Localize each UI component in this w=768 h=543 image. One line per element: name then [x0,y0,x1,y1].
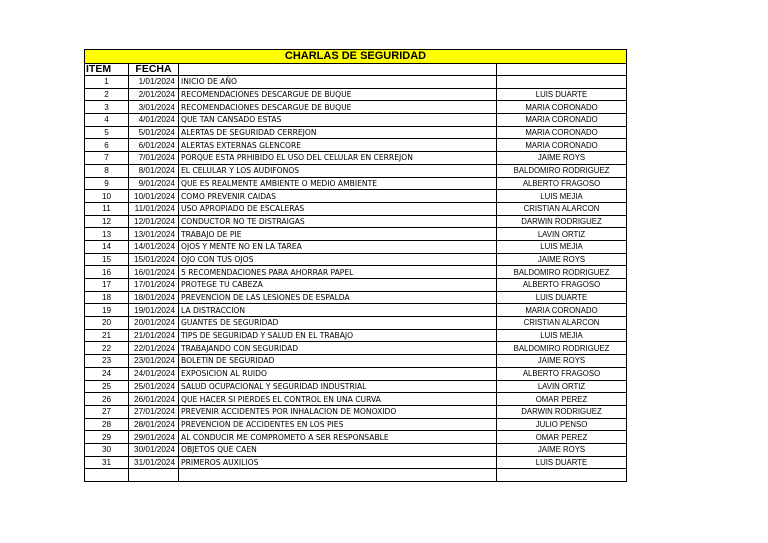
cell-fecha[interactable]: 23/01/2024 [129,355,179,368]
cell-responsable[interactable]: LUIS DUARTE [497,456,627,469]
cell-tema[interactable]: TRABAJO DE PIE [179,228,497,241]
cell-item[interactable]: 23 [85,355,129,368]
cell-item[interactable]: 15 [85,253,129,266]
cell-fecha[interactable]: 27/01/2024 [129,405,179,418]
cell-responsable[interactable]: OMAR PEREZ [497,393,627,406]
cell-fecha[interactable] [129,469,179,482]
safety-talks-table [84,49,627,482]
cell-item[interactable]: 21 [85,329,129,342]
cell-fecha[interactable]: 17/01/2024 [129,279,179,292]
cell-item[interactable]: 6 [85,139,129,152]
cell-item[interactable]: 24 [85,367,129,380]
cell-item[interactable]: 29 [85,431,129,444]
table-row [85,177,627,190]
table-row [85,405,627,418]
cell-responsable[interactable]: MARIA CORONADO [497,126,627,139]
cell-fecha[interactable]: 4/01/2024 [129,114,179,127]
table-row [85,76,627,89]
cell-tema[interactable]: EL CELULAR Y LOS AUDIFONOS [179,164,497,177]
cell-tema[interactable]: PORQUE ESTA PRHIBIDO EL USO DEL CELULAR EN CERREJON [179,152,497,165]
header-item[interactable]: ITEM [85,64,129,76]
cell-tema[interactable]: AL CONDUCIR ME COMPROMETO A SER RESPONSABLE [179,431,497,444]
cell-tema[interactable]: INICIO DE AÑO [179,76,497,89]
table-row [85,253,627,266]
cell-item[interactable]: 25 [85,380,129,393]
cell-responsable[interactable]: LUIS DUARTE [497,291,627,304]
cell-fecha[interactable]: 7/01/2024 [129,152,179,165]
cell-item[interactable]: 17 [85,279,129,292]
cell-fecha[interactable]: 11/01/2024 [129,202,179,215]
cell-tema[interactable]: COMO PREVENIR CAIDAS [179,190,497,203]
cell-item[interactable]: 28 [85,418,129,431]
table-row [85,101,627,114]
cell-item[interactable]: 1 [85,76,129,89]
cell-item[interactable]: 3 [85,101,129,114]
cell-item[interactable]: 7 [85,152,129,165]
table-row [85,291,627,304]
cell-responsable[interactable]: BALDOMIRO RODRIGUEZ [497,164,627,177]
table-row [85,431,627,444]
cell-tema[interactable]: ALERTAS DE SEGURIDAD CERREJON [179,126,497,139]
table-row [85,393,627,406]
cell-fecha[interactable]: 29/01/2024 [129,431,179,444]
cell-fecha[interactable]: 15/01/2024 [129,253,179,266]
cell-tema[interactable]: CONDUCTOR NO TE DISTRAIGAS [179,215,497,228]
cell-tema[interactable]: 5 RECOMENDACIONES PARA AHORRAR PAPEL [179,266,497,279]
cell-responsable[interactable]: CRISTIAN ALARCON [497,202,627,215]
cell-responsable[interactable]: LAVIN ORTIZ [497,228,627,241]
table-row [85,304,627,317]
cell-item[interactable]: 14 [85,240,129,253]
cell-fecha[interactable]: 1/01/2024 [129,76,179,89]
cell-fecha[interactable]: 2/01/2024 [129,88,179,101]
cell-fecha[interactable]: 19/01/2024 [129,304,179,317]
cell-tema[interactable]: QUE TAN CANSADO ESTAS [179,114,497,127]
table-row [85,215,627,228]
table-row [85,139,627,152]
cell-fecha[interactable]: 6/01/2024 [129,139,179,152]
table-row [85,88,627,101]
cell-responsable[interactable] [497,469,627,482]
cell-fecha[interactable]: 5/01/2024 [129,126,179,139]
cell-item[interactable]: 16 [85,266,129,279]
cell-tema[interactable]: OJOS Y MENTE NO EN LA TAREA [179,240,497,253]
cell-responsable[interactable]: MARIA CORONADO [497,101,627,114]
table-row [85,317,627,330]
table-row [85,279,627,292]
cell-tema[interactable]: PROTEGE TU CABEZA [179,279,497,292]
cell-item[interactable]: 22 [85,342,129,355]
cell-tema[interactable]: BOLETIN DE SEGURIDAD [179,355,497,368]
cell-tema[interactable]: RECOMENDACIONES DESCARGUE DE BUQUE [179,101,497,114]
cell-fecha[interactable]: 30/01/2024 [129,443,179,456]
cell-tema[interactable]: OBJETOS QUE CAEN [179,443,497,456]
cell-tema[interactable]: LA DISTRACCION [179,304,497,317]
cell-tema[interactable]: GUANTES DE SEGURIDAD [179,317,497,330]
cell-tema[interactable]: TIPS DE SEGURIDAD Y SALUD EN EL TRABAJO [179,329,497,342]
cell-fecha[interactable]: 14/01/2024 [129,240,179,253]
cell-tema[interactable]: TRABAJANDO CON SEGURIDAD [179,342,497,355]
cell-fecha[interactable]: 3/01/2024 [129,101,179,114]
cell-responsable[interactable]: ALBERTO FRAGOSO [497,279,627,292]
cell-responsable[interactable]: LUIS MEJIA [497,329,627,342]
cell-fecha[interactable]: 20/01/2024 [129,317,179,330]
header-fecha[interactable]: FECHA [129,64,179,76]
table-row [85,126,627,139]
cell-tema[interactable]: ALERTAS EXTERNAS GLENCORE [179,139,497,152]
table-row [85,202,627,215]
cell-item[interactable]: 10 [85,190,129,203]
header-row [85,64,627,76]
cell-fecha[interactable]: 21/01/2024 [129,329,179,342]
cell-responsable[interactable]: JAIME ROYS [497,355,627,368]
cell-tema[interactable]: RECOMENDACIONES DESCARGUE DE BUQUE [179,88,497,101]
cell-item[interactable]: 5 [85,126,129,139]
table-row [85,190,627,203]
cell-fecha[interactable]: 10/01/2024 [129,190,179,203]
cell-responsable[interactable]: LAVIN ORTIZ [497,380,627,393]
cell-item[interactable]: 13 [85,228,129,241]
cell-responsable[interactable]: MARIA CORONADO [497,114,627,127]
cell-item[interactable]: 2 [85,88,129,101]
cell-item[interactable]: 8 [85,164,129,177]
cell-fecha[interactable]: 18/01/2024 [129,291,179,304]
cell-item[interactable]: 26 [85,393,129,406]
cell-responsable[interactable]: ALBERTO FRAGOSO [497,177,627,190]
table-row [85,329,627,342]
cell-responsable[interactable]: DARWIN RODRIGUEZ [497,405,627,418]
cell-responsable[interactable]: OMAR PEREZ [497,431,627,444]
cell-responsable[interactable]: MARIA CORONADO [497,304,627,317]
cell-item[interactable]: 30 [85,443,129,456]
cell-fecha[interactable]: 25/01/2024 [129,380,179,393]
cell-tema[interactable]: PREVENCION DE LAS LESIONES DE ESPALDA [179,291,497,304]
table-title[interactable]: CHARLAS DE SEGURIDAD [85,50,627,64]
table-row [85,469,627,482]
cell-tema[interactable]: USO APROPIADO DE ESCALERAS [179,202,497,215]
cell-item[interactable] [85,469,129,482]
cell-tema[interactable]: PREVENIR ACCIDENTES POR INHALACION DE MONOXIDO [179,405,497,418]
cell-responsable[interactable]: CRISTIAN ALARCON [497,317,627,330]
cell-responsable[interactable]: LUIS MEJIA [497,240,627,253]
table-row [85,380,627,393]
table-row [85,418,627,431]
cell-responsable[interactable]: LUIS DUARTE [497,88,627,101]
cell-fecha[interactable]: 8/01/2024 [129,164,179,177]
table-row [85,355,627,368]
table-row [85,164,627,177]
table-row [85,228,627,241]
cell-fecha[interactable]: 13/01/2024 [129,228,179,241]
cell-item[interactable]: 18 [85,291,129,304]
cell-responsable[interactable]: LUIS MEJIA [497,190,627,203]
cell-fecha[interactable]: 9/01/2024 [129,177,179,190]
cell-responsable[interactable]: BALDOMIRO RODRIGUEZ [497,342,627,355]
cell-item[interactable]: 20 [85,317,129,330]
table-row [85,240,627,253]
header-responsable[interactable] [497,64,627,76]
table-row [85,367,627,380]
cell-fecha[interactable]: 12/01/2024 [129,215,179,228]
cell-item[interactable]: 27 [85,405,129,418]
cell-tema[interactable]: OJO CON TUS OJOS [179,253,497,266]
header-tema[interactable] [179,64,497,76]
cell-responsable[interactable]: JULIO PENSO [497,418,627,431]
cell-tema[interactable]: QUE HACER SI PIERDES EL CONTROL EN UNA CURVA [179,393,497,406]
cell-responsable[interactable]: JAIME ROYS [497,152,627,165]
cell-fecha[interactable]: 16/01/2024 [129,266,179,279]
cell-responsable[interactable]: BALDOMIRO RODRIGUEZ [497,266,627,279]
table-row [85,342,627,355]
table-row [85,152,627,165]
spreadsheet [84,49,627,482]
cell-tema[interactable]: PRIMEROS AUXILIOS [179,456,497,469]
cell-item[interactable]: 4 [85,114,129,127]
cell-responsable[interactable]: DARWIN RODRIGUEZ [497,215,627,228]
cell-responsable[interactable]: JAIME ROYS [497,253,627,266]
cell-tema[interactable] [179,469,497,482]
title-row [85,50,627,64]
cell-tema[interactable]: SALUD OCUPACIONAL Y SEGURIDAD INDUSTRIAL [179,380,497,393]
cell-item[interactable]: 19 [85,304,129,317]
cell-responsable[interactable] [497,76,627,89]
cell-tema[interactable]: EXPOSICION AL RUIDO [179,367,497,380]
cell-fecha[interactable]: 28/01/2024 [129,418,179,431]
cell-item[interactable]: 12 [85,215,129,228]
cell-responsable[interactable]: JAIME ROYS [497,443,627,456]
cell-item[interactable]: 11 [85,202,129,215]
cell-responsable[interactable]: MARIA CORONADO [497,139,627,152]
cell-fecha[interactable]: 31/01/2024 [129,456,179,469]
table-row [85,443,627,456]
cell-responsable[interactable]: ALBERTO FRAGOSO [497,367,627,380]
cell-tema[interactable]: QUE ES REALMENTE AMBIENTE O MEDIO AMBIENTE [179,177,497,190]
cell-fecha[interactable]: 24/01/2024 [129,367,179,380]
cell-fecha[interactable]: 26/01/2024 [129,393,179,406]
cell-tema[interactable]: PREVENCION DE ACCIDENTES EN LOS PIES [179,418,497,431]
table-row [85,456,627,469]
cell-item[interactable]: 31 [85,456,129,469]
table-row [85,114,627,127]
cell-fecha[interactable]: 22/01/2024 [129,342,179,355]
cell-item[interactable]: 9 [85,177,129,190]
table-row [85,266,627,279]
